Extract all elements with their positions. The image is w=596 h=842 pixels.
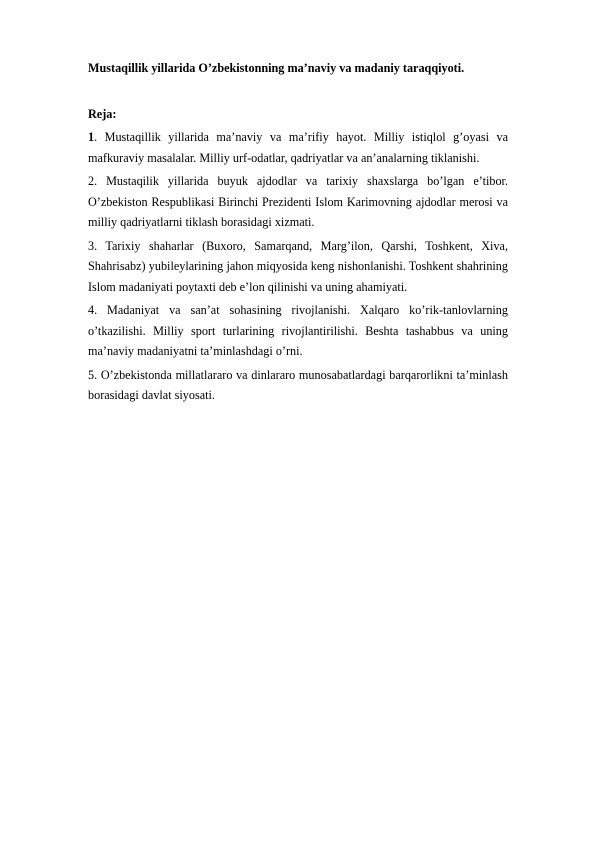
plan-list — [88, 127, 508, 406]
plan-item-5 — [88, 365, 508, 406]
plan-item-text: Mustaqilik yillarida buyuk ajdodlar va tarixiy shaxslarga bo’lgan e’tibor. O’zbekiston Respublikasi Birinchi Prezidenti Islom Karimovning ajdodlar merosi va milliy qadriyatlarni tiklash borasidagi xizmati. — [88, 174, 508, 229]
plan-item-number: 2. — [88, 174, 98, 188]
plan-item-number: 4. — [88, 303, 98, 317]
plan-item-3 — [88, 236, 508, 298]
document-title: Mustaqillik yillarida O’zbekistonning ma’naviy va madaniy taraqqiyoti. — [88, 61, 465, 75]
plan-item-text: Madaniyat va san’at sohasining rivojlanishi. Xalqaro ko’rik-tanlovlarning o’tkazilishi. Milliy sport turlarining rivojlantirilishi. Beshta tashabbus va uning ma’naviy madaniyatni ta’minlashdagi o’rni. — [88, 303, 508, 358]
plan-item-number: 3. — [88, 238, 98, 253]
plan-item-text: O’zbekistonda millatlararo va dinlararo munosabatlardagi barqarorlikni ta’minlash borasidagi davlat siyosati. — [88, 367, 508, 402]
plan-item-number: 5. — [88, 367, 98, 382]
document-content — [88, 58, 508, 409]
plan-heading: Reja: — [88, 107, 117, 121]
plan-item-number: 1 — [88, 130, 95, 144]
plan-item-1 — [88, 127, 508, 168]
plan-item-text: Tarixiy shaharlar (Buxoro, Samarqand, Marg’ilon, Qarshi, Toshkent, Xiva, Shahrisabz) yubileylarining jahon miqyosida keng nishonlanishi. Toshkent shahrining Islom madaniyati poytaxti deb e’lon qilinishi va uning ahamiyati. — [88, 238, 508, 294]
plan-item-text: . Mustaqillik yillarida ma’naviy va ma’rifiy hayot. Milliy istiqlol g’oyasi va mafkuraviy masalalar. Milliy urf-odatlar, qadriyatlar va an’analarning tiklanishi. — [88, 130, 508, 165]
plan-item-4 — [88, 300, 508, 362]
plan-item-2 — [88, 171, 508, 233]
